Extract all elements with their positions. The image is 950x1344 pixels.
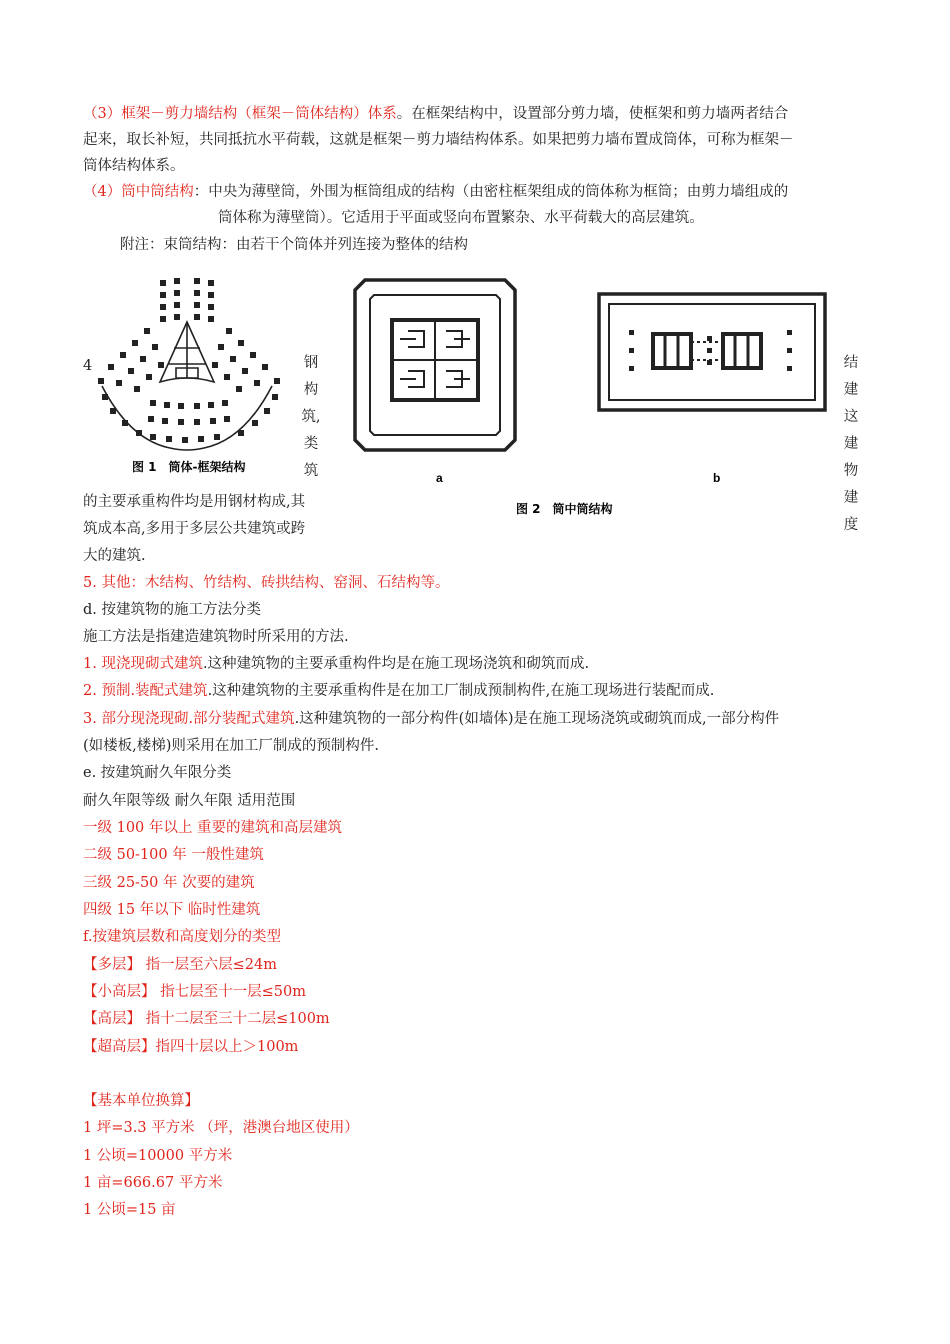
note-bundled-tube: 附注：束筒结构：由若干个筒体并列连接为整体的结构	[120, 237, 468, 253]
d-item-1-head: 1. 现浇现砌式建筑	[83, 656, 203, 672]
fig1-core	[102, 322, 272, 450]
other-structures: 5. 其他：木结构、竹结构、砖拱结构、窑洞、石结构等。	[83, 575, 450, 591]
fig1-left-arm	[98, 328, 164, 436]
d-item-2-text: .这种建筑物的主要承重构件是在加工厂制成预制构件,在施工现场进行装配而成.	[207, 683, 715, 699]
fig2a-label: a	[436, 471, 443, 485]
para-text: ：中央为薄壁筒，外围为框筒组成的结构（由密柱框架组成的筒体称为框筒；由剪力墙组成的	[193, 184, 789, 200]
d-item-3	[83, 709, 779, 729]
d-item-1	[83, 654, 589, 674]
section-d-desc: 施工方法是指建造建筑物时所采用的方法.	[83, 629, 349, 645]
section-e-title: e. 按建筑耐久年限分类	[83, 765, 232, 781]
heading-frame-shearwall: （3）框架－剪力墙结构（框架－筒体结构）体系	[83, 106, 397, 122]
figure-1-tube-frame	[90, 270, 300, 480]
para-tube-in-tube-line1	[83, 182, 788, 202]
fig1-caption: 图 1 筒体-框架结构	[132, 460, 246, 474]
height-class-row: 【高层】 指十二层至三十二层≤100m	[83, 1011, 330, 1027]
para-frame-shearwall-line2: 起来，取长补短，共同抵抗水平荷载，这就是框架－剪力墙结构体系。如果把剪力墙布置成筒体，可称为框架－	[83, 132, 794, 148]
para-frame-shearwall-line1	[83, 104, 788, 124]
d-item-3-line2: (如楼板,楼梯)则采用在加工厂制成的预制构件.	[83, 738, 380, 754]
steel-line-3: 大的建筑.	[83, 548, 146, 564]
d-item-1-text: .这种建筑物的主要承重构件均是在施工现场浇筑和砌筑而成.	[202, 656, 590, 672]
fig1-right-arm	[212, 328, 280, 436]
section-f-title: f.按建筑层数和高度划分的类型	[83, 929, 281, 945]
fig2-caption: 图 2 筒中筒结构	[516, 502, 613, 516]
height-class-row: 【多层】 指一层至六层≤24m	[83, 957, 277, 973]
d-item-3-head: 3. 部分现浇现砌.部分装配式建筑	[83, 711, 295, 727]
fig2b-label: b	[713, 471, 721, 485]
figure-2a-tube-in-tube	[350, 275, 520, 485]
para-text: 。在框架结构中，设置部分剪力墙，使框架和剪力墙两者结合	[396, 106, 789, 122]
fig1-top-columns	[160, 278, 214, 322]
unit-row: 1 公顷=15 亩	[83, 1202, 176, 1218]
durability-row: 三级 25-50 年 次要的建筑	[83, 875, 255, 891]
d-item-3-text: .这种建筑物的一部分构件(如墙体)是在施工现场浇筑或砌筑而成,一部分构件	[294, 711, 780, 727]
d-item-2-head: 2. 预制.装配式建筑	[83, 683, 208, 699]
steel-section-number: 4	[83, 358, 93, 374]
height-class-row: 【超高层】指四十层以上＞100m	[83, 1039, 299, 1055]
para-tube-in-tube-line2: 筒体称为薄壁筒）。它适用于平面或竖向布置繁杂、水平荷载大的高层建筑。	[218, 210, 704, 226]
steel-left-column-text: 钢 构 筑, 类 筑	[301, 355, 321, 479]
para-frame-shearwall-line3: 筒体结构体系。	[83, 158, 185, 174]
section-d-title: d. 按建筑物的施工方法分类	[83, 602, 261, 618]
durability-row: 一级 100 年以上 重要的建筑和高层建筑	[83, 820, 343, 836]
unit-row: 1 亩=666.67 平方米	[83, 1175, 223, 1191]
heading-tube-in-tube: （4）筒中筒结构	[83, 184, 194, 200]
unit-conversion-title: 【基本单位换算】	[83, 1093, 199, 1109]
figure-2-caption-wrap	[516, 498, 716, 520]
unit-row: 1 坪=3.3 平方米 （坪，港澳台地区使用）	[83, 1120, 359, 1136]
steel-line-2: 筑成本高,多用于多层公共建筑或跨	[83, 521, 306, 537]
fig1-bottom-rows	[148, 400, 230, 443]
durability-row: 二级 50-100 年 一般性建筑	[83, 847, 264, 863]
unit-row: 1 公顷=10000 平方米	[83, 1148, 233, 1164]
steel-line-1: 的主要承重构件均是用钢材构成,其	[83, 494, 306, 510]
figure-2b-tube-in-tube	[595, 290, 830, 485]
durability-row: 四级 15 年以下 临时性建筑	[83, 902, 261, 918]
steel-right-column-text: 结 建 这 建 物 建 度	[843, 355, 859, 533]
d-item-2	[83, 681, 714, 701]
height-class-row: 【小高层】 指七层至十一层≤50m	[83, 984, 306, 1000]
durability-header: 耐久年限等级 耐久年限 适用范围	[83, 793, 296, 809]
